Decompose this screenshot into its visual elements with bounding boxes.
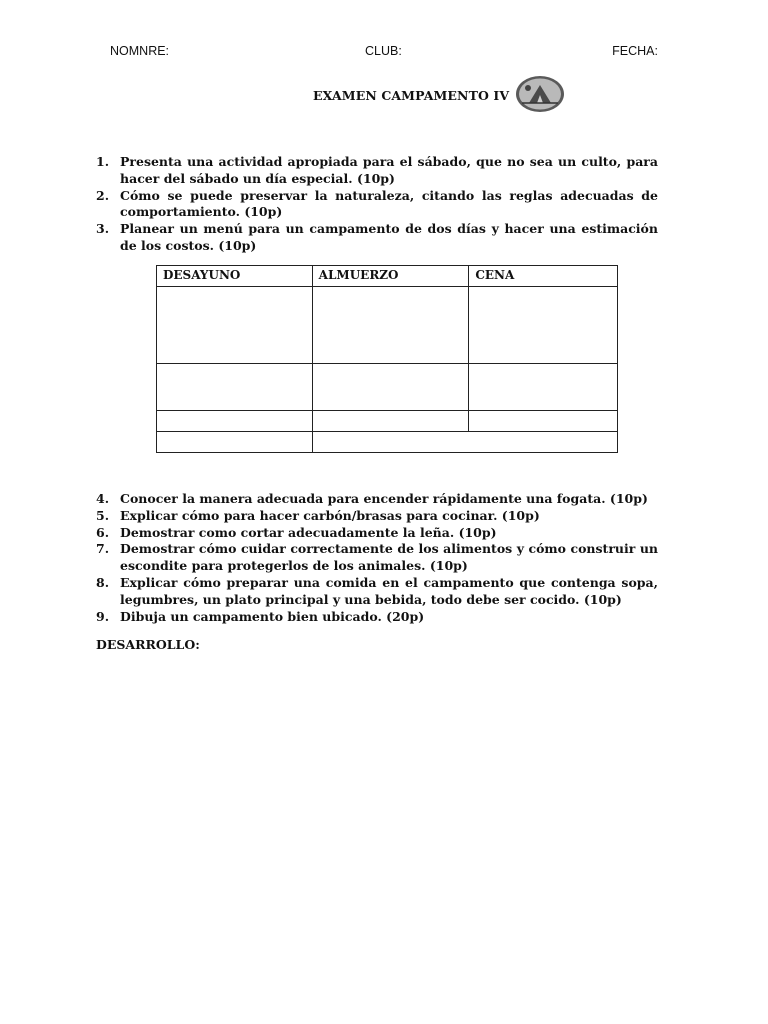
camping-badge-icon <box>513 73 565 113</box>
table-cell[interactable] <box>157 411 313 432</box>
table-cell[interactable] <box>312 364 469 411</box>
table-cell-merged[interactable] <box>312 432 617 453</box>
table-row <box>157 411 618 432</box>
question-item: 6. Demostrar como cortar adecuadamente la leña. (10p) <box>96 524 497 540</box>
table-row <box>157 432 618 453</box>
exam-title: EXAMEN CAMPAMENTO IV <box>313 88 510 103</box>
question-item: 5. Explicar cómo para hacer carbón/brasas para cocinar. (10p) <box>96 507 540 523</box>
table-cell[interactable] <box>469 287 618 364</box>
club-label: CLUB: <box>365 44 402 58</box>
table-cell[interactable] <box>469 411 618 432</box>
table-cell[interactable] <box>157 364 313 411</box>
table-cell[interactable] <box>312 287 469 364</box>
table-row <box>157 364 618 411</box>
header-breakfast: DESAYUNO <box>157 266 313 287</box>
header-row <box>110 44 658 62</box>
table-row <box>157 266 618 287</box>
table-cell[interactable] <box>157 432 313 453</box>
header-dinner: CENA <box>469 266 618 287</box>
question-item: 1. Presenta una actividad apropiada para el sábado, que no sea un culto, para hacer del sábado un día especial. (10p) <box>96 154 658 186</box>
development-label: DESARROLLO: <box>96 637 200 652</box>
header-lunch: ALMUERZO <box>312 266 469 287</box>
date-label: FECHA: <box>612 44 658 58</box>
table-cell[interactable] <box>469 364 618 411</box>
menu-table <box>156 265 618 453</box>
name-label: NOMNRE: <box>110 44 170 58</box>
questions-list-first <box>96 154 658 255</box>
question-item: 8. Explicar cómo preparar una comida en el campamento que contenga sopa, legumbres, un plato principal y una bebida, todo debe ser cocido. (10p) <box>96 574 658 607</box>
table-cell[interactable] <box>157 287 313 364</box>
question-item: 7. Demostrar cómo cuidar correctamente de los alimentos y cómo construir un escondite para protegerlos de los animales. (10p) <box>96 541 658 574</box>
table-row <box>157 287 618 364</box>
question-item: 3. Planear un menú para un campamento de dos días y hacer una estimación de los costos. (10p) <box>96 221 658 253</box>
table-cell[interactable] <box>312 411 469 432</box>
question-item: 9. Dibuja un campamento bien ubicado. (20p) <box>96 608 425 624</box>
question-item: 4. Conocer la manera adecuada para encender rápidamente una fogata. (10p) <box>96 491 648 506</box>
question-item: 2. Cómo se puede preservar la naturaleza, citando las reglas adecuadas de comportamiento. (10p) <box>96 187 658 220</box>
questions-list-second <box>96 491 658 625</box>
